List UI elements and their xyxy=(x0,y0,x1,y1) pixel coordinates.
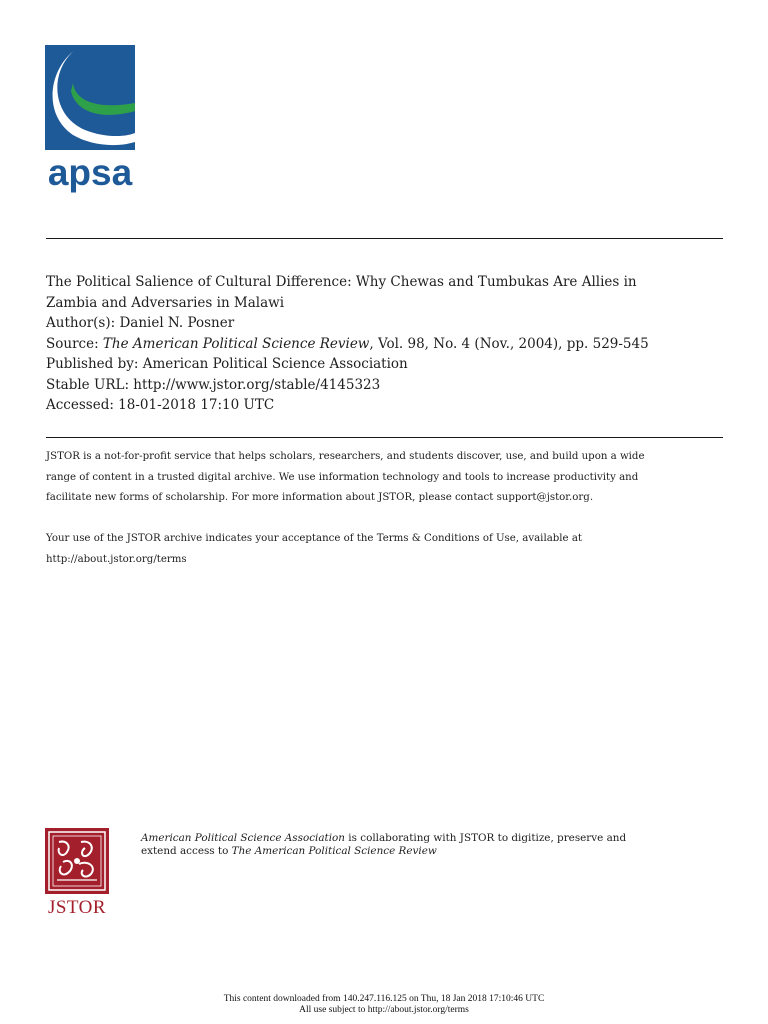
jstor-wordmark: JSTOR xyxy=(47,897,107,918)
article-publisher: Published by: American Political Science Association xyxy=(46,356,408,372)
jstor-seal-icon xyxy=(45,828,109,894)
article-title-line1: The Political Salience of Cultural Difference: Why Chewas and Tumbukas Are Allies in xyxy=(46,274,637,290)
source-journal: The American Political Science Review xyxy=(102,335,370,352)
citation-block xyxy=(46,272,726,416)
apsa-wordmark: apsa xyxy=(47,152,133,193)
source-prefix: Source: xyxy=(46,335,103,352)
article-source xyxy=(46,334,726,355)
collab-line2 xyxy=(141,845,731,858)
collab-journal: The American Political Science Review xyxy=(231,845,437,857)
terms-line: Your use of the JSTOR archive indicates your acceptance of the Terms & Conditions of Use, available at xyxy=(46,533,582,544)
apsa-logo xyxy=(45,45,135,195)
article-title-line2: Zambia and Adversaries in Malawi xyxy=(46,294,285,311)
apsa-wave-icon xyxy=(45,45,135,195)
collab-line2-prefix: extend access to xyxy=(141,845,232,857)
notice-line: range of content in a trusted digital archive. We use information technology and tools to increase productivity and xyxy=(46,471,639,483)
top-divider xyxy=(46,238,723,239)
collaboration-statement xyxy=(141,832,731,858)
collab-org: American Political Science Association xyxy=(141,832,345,844)
notice-line: facilitate new forms of scholarship. For more information about JSTOR, please contact support@jstor.org. xyxy=(46,492,594,503)
collab-middle: is collaborating with JSTOR to digitize, preserve and xyxy=(345,832,627,844)
article-stable-url[interactable]: Stable URL: http://www.jstor.org/stable/4145323 xyxy=(46,376,381,393)
jstor-notice xyxy=(46,447,736,570)
download-footer xyxy=(0,994,768,1016)
jstor-logo xyxy=(45,828,109,920)
source-suffix: , Vol. 98, No. 4 (Nov., 2004), pp. 529-545 xyxy=(369,335,649,352)
article-accessed: Accessed: 18-01-2018 17:10 UTC xyxy=(46,397,275,413)
footer-terms-line: All use subject to http://about.jstor.org/terms xyxy=(299,1005,469,1015)
footer-download-line: This content downloaded from 140.247.116.125 on Thu, 18 Jan 2018 17:10:46 UTC xyxy=(223,994,545,1004)
terms-link[interactable]: http://about.jstor.org/terms xyxy=(46,553,187,565)
article-author: Author(s): Daniel N. Posner xyxy=(46,315,235,331)
notice-line: JSTOR is a not-for-profit service that helps scholars, researchers, and students discover, use, and build upon a wide xyxy=(46,451,645,462)
collab-line1 xyxy=(141,832,731,845)
middle-divider xyxy=(46,437,723,438)
